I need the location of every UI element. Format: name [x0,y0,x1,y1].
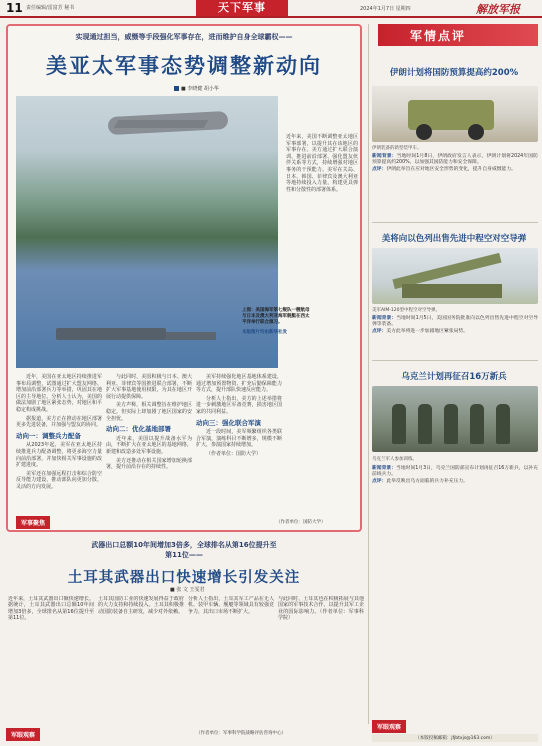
paragraph: （作者单位：国防大学） [206,450,262,457]
soldier-shape [392,404,406,444]
brief-caption: 乌克兰军人参加训练。 [372,457,417,462]
photo-source: 本版图片均由新华社发 [242,330,287,335]
brief-title[interactable]: 乌克兰计划再征召16万新兵 [401,372,507,382]
brief-comment-lead: 点评： [372,478,387,484]
bottom-article-byline: ■ 张 文 王雯君 [170,587,205,593]
soldier-shape [470,404,484,444]
column-divider [368,24,369,724]
paragraph: 近年来，美国以提升战备水平为由，不断扩大在亚太地区的基地网络，新建和改造多处军事设施。 [106,435,192,455]
brief-comment-text: 此举反映出乌方面临的兵力补充压力。 [386,478,468,484]
paragraph: 近年，美国在亚太地区持续推进军事布局调整，试图通过扩大盟友网络、增加前沿部署兵力等举措，巩固其在地区的主导地位。分析人士认为，美国的做法加剧了地区紧张态势，对地区和平稳定构成挑战。 [16,374,102,413]
brief-body-text: 当地时间1月8日，伊朗政府发言人表示，伊朗计划将2024年国防预算提高约200%，以加强其国防能力和安全保障。 [372,154,538,166]
right-column-title: 军情点评 [410,29,467,43]
paragraph: 据报道，美方正在推动在地区部署更多先进装备，并加强与盟友的协同。 [16,415,102,429]
article-kicker: 实现通过担当，威慑等手段强化军事存在，进而维护自身全球霸权—— [75,33,293,41]
photo-caption-text: 上图：美国海军第七舰队一艘航母与日本及澳大利亚海军舰艇在西太平洋举行联合演习。 [242,308,310,325]
bottom-article-column-3: 分析人士指出，土耳其军工产品在无人机、装甲车辆、舰艇等领域具有较强竞争力，其出口市场不断扩大。 [188,596,274,615]
brief-body [372,466,538,485]
brief-photo [372,248,538,304]
brief-title[interactable]: 美将向以色列出售先进中程空对空导弹 [381,234,527,244]
escort-ship-shape [166,332,216,340]
byline-text: ■ 李晓健 胡小华 [181,86,219,92]
section-tag: 军眼观察 [6,728,40,741]
soldier-shape [444,404,458,444]
brief-comment-text: 伊朗此举旨在应对地区安全形势的变化，提升自身威慑能力。 [386,166,516,172]
paragraph: 与此同时，美国积极与日本、澳大利亚、菲律宾等国推进联合部署，不断扩大军事基地使用权限，为其在地区开展行动提供保障。 [106,374,192,400]
photo-caption [242,308,312,336]
article-column-1 [16,374,102,493]
brief-comment-lead: 点评： [372,166,387,172]
section-title: 天下军事 [196,0,288,16]
page-number: 11 [6,1,23,15]
brief-photo [372,86,538,142]
article-column-3 [196,374,282,460]
brief-lead: 新闻背景： [372,316,397,321]
paragraph: 近一段时间，美军频繁组织各类联合军演，演练科目不断增多，规模不断扩大，参演国家持续增加。 [196,429,282,449]
carrier-shape [56,328,166,340]
bottom-article-kicker: 武器出口总额10年间增加3倍多，全球排名从第16位提升至 [91,541,277,549]
section-tag: 军事聚焦 [16,516,50,529]
wheel-shape [416,124,432,140]
brief-comment-lead: 点评： [372,328,387,334]
editor-line: 责任编辑/雷富芳 秘书 [26,5,75,11]
bottom-article-column-2: 土耳其国防工业的快速发展得益于政府的大力支持和持续投入。土耳其积极推动国防装备自主研发，减少对外依赖。 [98,596,184,615]
bottom-article-footer [6,728,362,740]
wheel-shape [468,124,484,140]
bottom-article-kicker-2: 第11位—— [165,551,203,559]
page-footer: （本版投稿邮箱：jfjbtxjs@163.com） [372,734,538,742]
main-article[interactable] [6,24,362,532]
article-footer [16,516,356,528]
brief-divider [372,360,538,361]
brief-body [372,154,538,173]
truck-shape [402,284,502,298]
bottom-article-column-1: 近年来，土耳其武器出口额快速增长。据统计，土耳其武器出口总额10年间增加3倍多，全球排名从第16位提升至第11位。 [8,596,94,622]
masthead [0,0,542,18]
right-column-header [378,24,538,46]
issue-date: 2024年1月7日 星期四 [360,6,411,12]
paragraph: 分析人士指出，美方的上述举措将进一步刺激地区军备竞赛，损害地区国家的共同利益。 [196,395,282,415]
paragraph: 美方还推动在相关国家增加轮换部署，提升前沿存在的持续性。 [106,457,192,471]
brief-comment-text: 美方此举将进一步加剧地区紧张局势。 [386,328,468,334]
brief-title[interactable]: 伊朗计划将国防预算提高约200% [389,68,519,78]
paragraph: 美军还在加强远程打击和综合防空反导能力建设，推动部队向更加分散、灵活的方向发展。 [16,470,102,490]
brief-lead: 新闻背景： [372,154,397,159]
section-tag: 军眼观察 [372,720,406,733]
subheading: 动向一：调整兵力配备 [16,431,81,440]
author-note: （作者单位：国防大学） [276,520,326,525]
brief-divider [372,222,538,223]
soldier-shape [418,404,432,444]
brief-caption: 美军AIM-120型中程空对空导弹。 [372,308,440,313]
paragraph: 美方声称，相关调整旨在维护地区稳定，但实际上却加剧了地区国家的安全担忧。 [106,402,192,422]
subheading: 动向三：强化联合军演 [196,418,261,427]
bottom-article-headline[interactable]: 土耳其武器出口快速增长引发关注 [67,570,301,586]
byline-square-icon [174,86,179,91]
author-note: （作者单位：军事科学院战略评估咨询中心） [196,731,286,736]
article-byline [174,85,219,92]
brief-body-text: 当地时间1月5日，美国国务院批准向以色列出售先进中程空对空导弹等装备。 [372,316,538,328]
brief-lead: 新闻背景： [372,466,397,471]
paragraph: 从2023年起，美军在亚太地区持续推进兵力配备调整，将更多海空力量向前沿部署，并加快相关军事设施的改扩建进度。 [16,442,102,469]
article-photo [16,96,278,368]
brief-photo [372,386,538,452]
bottom-article-column-4: 与此同时，土耳其也在积极拓展与其他国家的军事技术合作，以提升其军工企业的国际影响力。（作者单位：军事科学院） [278,596,364,622]
newspaper-logo: 解放军报 [476,3,520,16]
paragraph: 美军持续强化地区基地体系建设，通过增加预置物资、扩充后勤保障能力等方式，提升部队快速反应能力。 [196,374,282,394]
article-column-2 [106,374,192,473]
article-column-right: 近年来，美国不断调整亚太地区军事部署，以提升其在该地区的军事存在。美方通过扩大联合演训、推进前沿部署、强化盟友伙伴关系等方式，持续增强对地区事务的干预能力。美军在关岛、日本、韩国、菲律宾及澳大利亚等地持续投入力量，构建更具弹性和分散性的部署体系。 [286,134,358,193]
aircraft-wing-shape [114,120,209,128]
brief-body [372,316,538,335]
soldier-shape [496,404,510,444]
brief-caption: 伊朗装备的新型装甲车。 [372,146,422,151]
subheading: 动向二：优化基地部署 [106,425,171,434]
article-headline: 美亚太军事态势调整新动向 [46,54,322,78]
brief-body-text: 当地时间1月3日，乌克兰国防部宣布计划再征召16万新兵，以补充前线兵力。 [372,466,538,478]
